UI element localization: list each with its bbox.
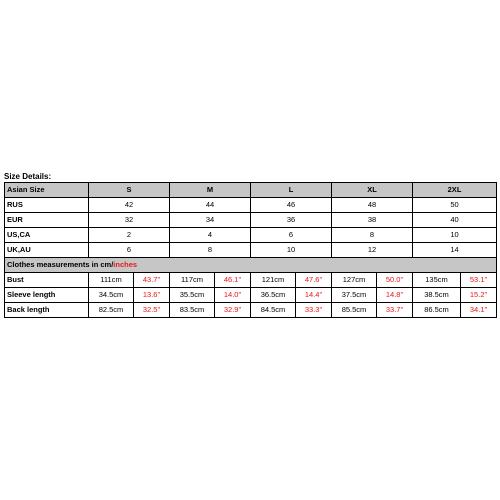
inch-cell: 34.1": [461, 303, 497, 318]
table-row: [5, 228, 497, 243]
row-label: Bust: [5, 273, 89, 288]
table-cell: 14: [413, 243, 497, 258]
table-cell: 8: [170, 243, 251, 258]
cm-cell: 127cm: [332, 273, 377, 288]
table-cell: 48: [332, 198, 413, 213]
table-row: [5, 198, 497, 213]
row-label: US,CA: [5, 228, 89, 243]
asian-size-label: Asian Size: [5, 183, 89, 198]
inch-cell: 33.3": [296, 303, 332, 318]
table-cell: 8: [332, 228, 413, 243]
measure-header-inches: inches: [113, 260, 138, 269]
size-2xl: 2XL: [413, 183, 497, 198]
table-cell: 6: [89, 243, 170, 258]
table-row: [5, 273, 497, 288]
table-cell: 38: [332, 213, 413, 228]
row-label: RUS: [5, 198, 89, 213]
inch-cell: 32.5": [134, 303, 170, 318]
table-cell: 10: [251, 243, 332, 258]
inch-cell: 33.7": [377, 303, 413, 318]
inch-cell: 15.2": [461, 288, 497, 303]
inch-cell: 53.1": [461, 273, 497, 288]
size-header-row: [5, 183, 497, 198]
inch-cell: 50.0": [377, 273, 413, 288]
table-row: [5, 213, 497, 228]
inch-cell: 13.6": [134, 288, 170, 303]
cm-cell: 111cm: [89, 273, 134, 288]
cm-cell: 82.5cm: [89, 303, 134, 318]
table-cell: 36: [251, 213, 332, 228]
cm-cell: 38.5cm: [413, 288, 461, 303]
row-label: UK,AU: [5, 243, 89, 258]
table-cell: 10: [413, 228, 497, 243]
table-cell: 6: [251, 228, 332, 243]
size-m: M: [170, 183, 251, 198]
inch-cell: 14.4": [296, 288, 332, 303]
measure-header-row: [5, 258, 497, 273]
table-row: [5, 303, 497, 318]
size-table: [4, 182, 497, 318]
cm-cell: 34.5cm: [89, 288, 134, 303]
inch-cell: 32.9": [215, 303, 251, 318]
size-details-title: Size Details:: [4, 172, 52, 181]
row-label: Back length: [5, 303, 89, 318]
size-l: L: [251, 183, 332, 198]
cm-cell: 36.5cm: [251, 288, 296, 303]
inch-cell: 43.7": [134, 273, 170, 288]
cm-cell: 121cm: [251, 273, 296, 288]
cm-cell: 117cm: [170, 273, 215, 288]
cm-cell: 135cm: [413, 273, 461, 288]
cm-cell: 35.5cm: [170, 288, 215, 303]
size-xl: XL: [332, 183, 413, 198]
table-cell: 2: [89, 228, 170, 243]
table-cell: 4: [170, 228, 251, 243]
table-cell: 34: [170, 213, 251, 228]
table-cell: 42: [89, 198, 170, 213]
measure-header: [5, 258, 497, 273]
table-cell: 44: [170, 198, 251, 213]
cm-cell: 84.5cm: [251, 303, 296, 318]
inch-cell: 46.1": [215, 273, 251, 288]
table-cell: 50: [413, 198, 497, 213]
table-cell: 46: [251, 198, 332, 213]
inch-cell: 47.6": [296, 273, 332, 288]
table-cell: 12: [332, 243, 413, 258]
table-cell: 40: [413, 213, 497, 228]
table-cell: 32: [89, 213, 170, 228]
row-label: Sleeve length: [5, 288, 89, 303]
cm-cell: 83.5cm: [170, 303, 215, 318]
size-s: S: [89, 183, 170, 198]
row-label: EUR: [5, 213, 89, 228]
table-row: [5, 288, 497, 303]
table-row: [5, 243, 497, 258]
size-details: [4, 171, 496, 318]
inch-cell: 14.0": [215, 288, 251, 303]
cm-cell: 85.5cm: [332, 303, 377, 318]
cm-cell: 86.5cm: [413, 303, 461, 318]
cm-cell: 37.5cm: [332, 288, 377, 303]
measure-header-prefix: Clothes measurements in cm/: [7, 260, 114, 269]
inch-cell: 14.8": [377, 288, 413, 303]
